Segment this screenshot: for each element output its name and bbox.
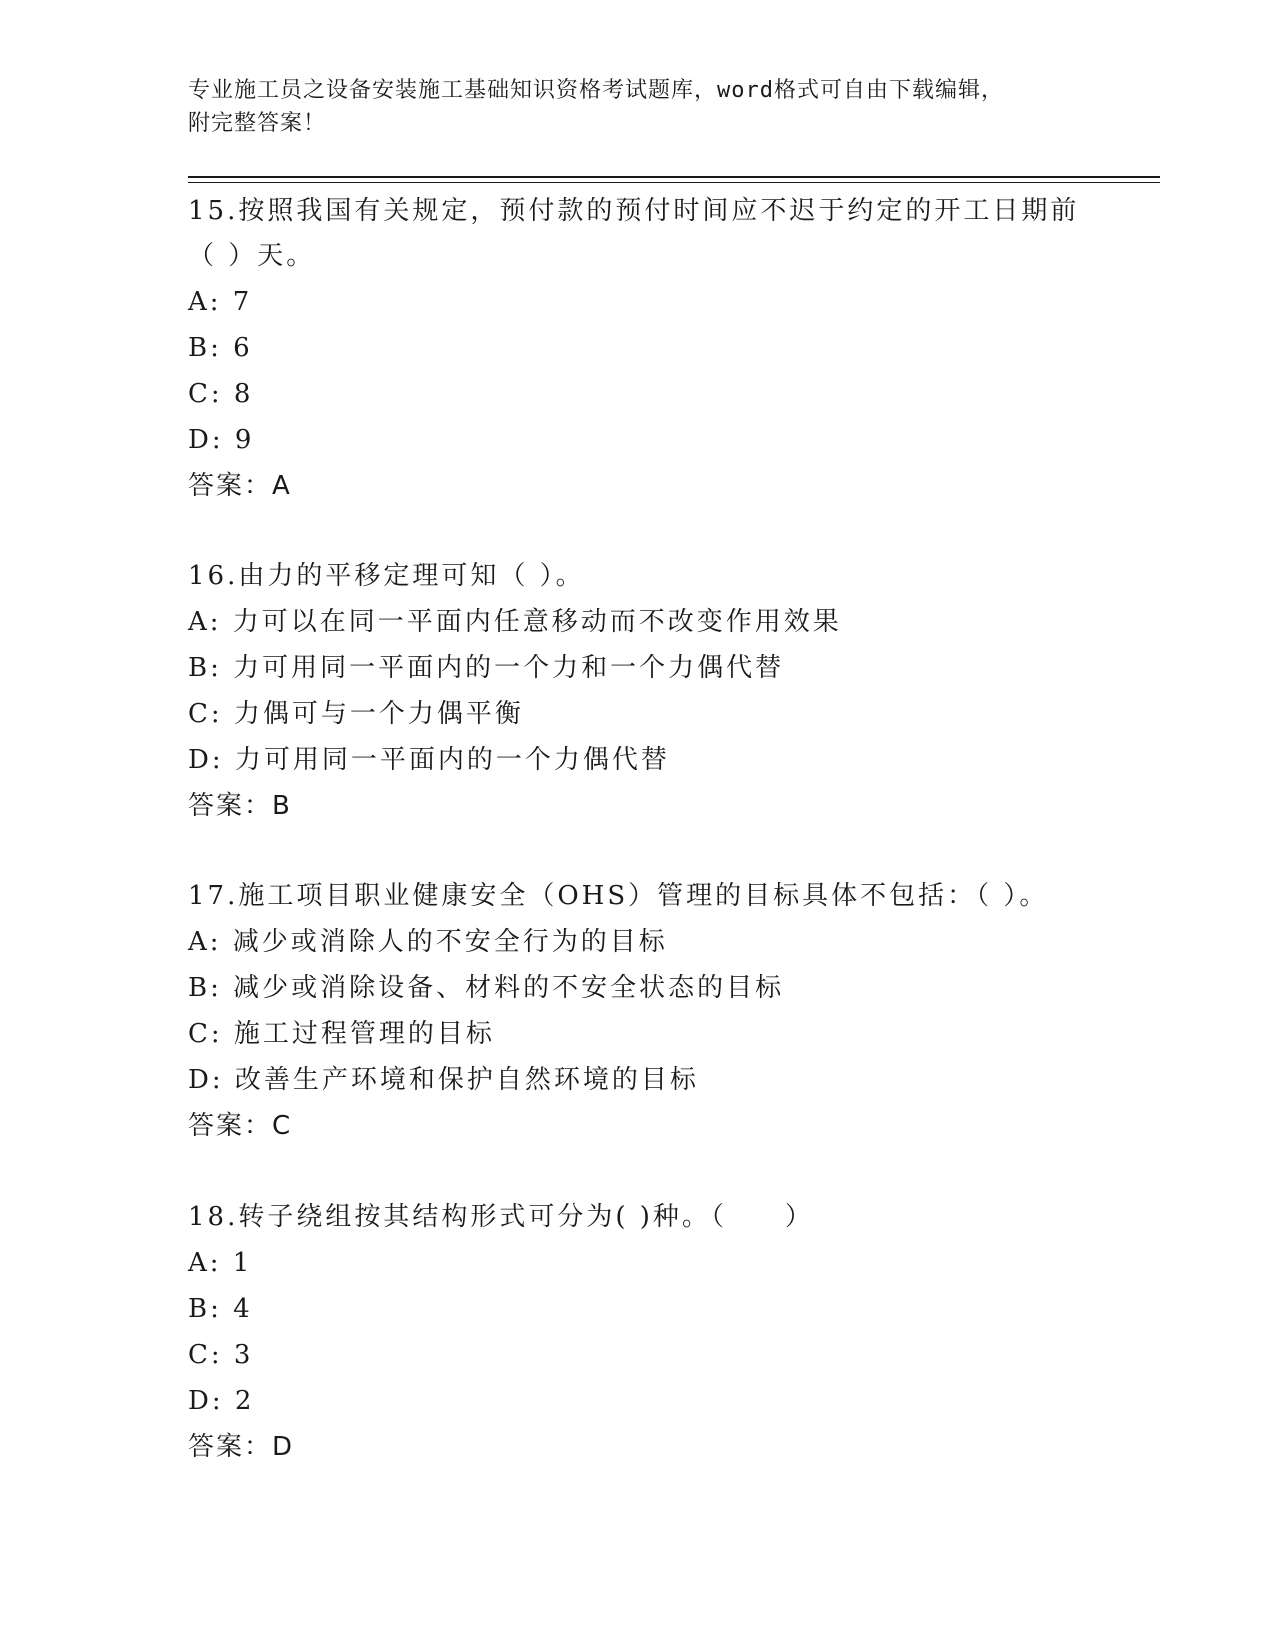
option-c: C: 8 bbox=[188, 379, 254, 409]
option-a: A: 减少或消除人的不安全行为的目标 bbox=[188, 927, 668, 957]
option-b: B: 6 bbox=[188, 333, 253, 363]
answer-line: 答案：A bbox=[188, 471, 292, 501]
option-a: A: 7 bbox=[188, 287, 253, 317]
option-b: B: 减少或消除设备、材料的不安全状态的目标 bbox=[188, 973, 785, 1003]
option-c: C: 力偶可与一个力偶平衡 bbox=[188, 699, 524, 729]
question-stem: 15.按照我国有关规定，预付款的预付时间应不迟于约定的开工日期前 bbox=[188, 196, 1080, 226]
question-15 bbox=[188, 189, 1108, 509]
document-header bbox=[188, 74, 1088, 140]
option-c: C: 3 bbox=[188, 1340, 254, 1370]
question-17 bbox=[188, 874, 1108, 1149]
question-16 bbox=[188, 554, 1108, 829]
option-d: D: 2 bbox=[188, 1386, 255, 1416]
question-stem: 16.由力的平移定理可知（ ）。 bbox=[188, 561, 585, 591]
option-a: A: 力可以在同一平面内任意移动而不改变作用效果 bbox=[188, 607, 842, 637]
answer-line: 答案：D bbox=[188, 1432, 295, 1462]
option-b: B: 力可用同一平面内的一个力和一个力偶代替 bbox=[188, 653, 785, 683]
header-line-2: 附完整答案！ bbox=[188, 111, 327, 136]
option-c: C: 施工过程管理的目标 bbox=[188, 1019, 495, 1049]
question-18 bbox=[188, 1195, 1108, 1470]
answer-line: 答案：C bbox=[188, 1111, 293, 1141]
option-d: D: 改善生产环境和保护自然环境的目标 bbox=[188, 1065, 699, 1095]
header-line-1: 专业施工员之设备安装施工基础知识资格考试题库，word格式可自由下载编辑， bbox=[188, 78, 1004, 103]
answer-line: 答案：B bbox=[188, 791, 292, 821]
question-stem: 18.转子绕组按其结构形式可分为( )种。（ ） bbox=[188, 1202, 814, 1232]
option-a: A: 1 bbox=[188, 1248, 253, 1278]
header-divider-thin bbox=[188, 182, 1160, 183]
question-stem: 17.施工项目职业健康安全（OHS）管理的目标具体不包括：（ ）。 bbox=[188, 881, 1049, 911]
option-b: B: 4 bbox=[188, 1294, 253, 1324]
option-d: D: 9 bbox=[188, 425, 255, 455]
option-d: D: 力可用同一平面内的一个力偶代替 bbox=[188, 745, 670, 775]
question-stem-continued: （ ）天。 bbox=[188, 241, 316, 271]
header-divider-thick bbox=[188, 176, 1160, 178]
